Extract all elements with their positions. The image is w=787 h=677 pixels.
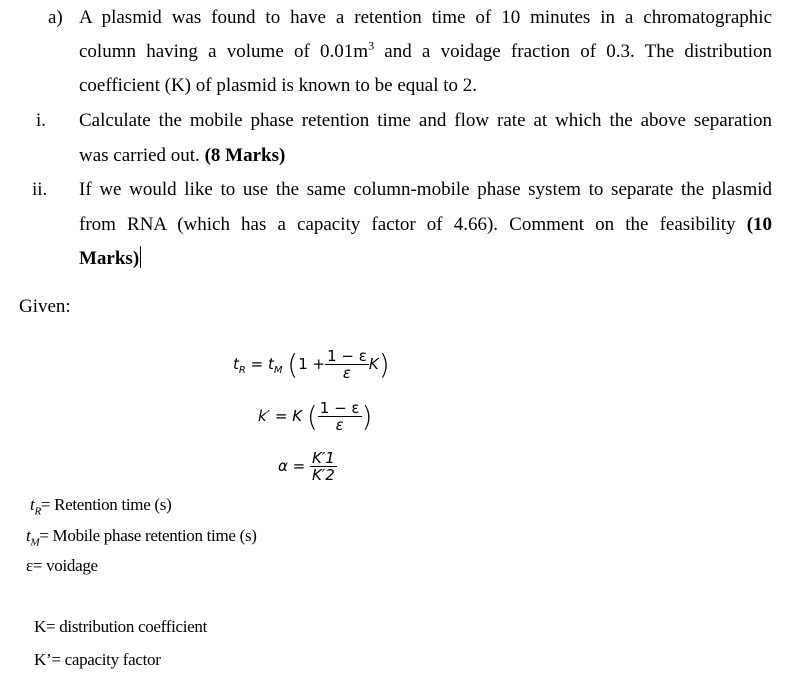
part-i-label: i.: [36, 110, 47, 131]
definition-mobile-phase-time: $t_M=$ Mobile phase retention time (s): [26, 526, 257, 549]
equation-capacity-factor: k′ = K ( $\frac{1 - \varepsilon}{\varepsilon}$ ): [258, 399, 373, 434]
definition-distribution-coefficient: K= distribution coefficient: [34, 617, 208, 636]
given-label: Given:: [19, 296, 71, 317]
question-label: a): [48, 7, 63, 28]
part-ii-line-1: If we would like to use the same column-mobile phase system to separate the plasmid: [79, 179, 772, 200]
part-i-line-1: Calculate the mobile phase retention time and flow rate at which the above separation: [79, 110, 772, 131]
part-ii-marks-a: (10: [746, 214, 773, 235]
question-line-3: coefficient (K) of plasmid is known to be equal to 2.: [79, 75, 478, 96]
part-ii-line-3[interactable]: [79, 242, 141, 276]
part-ii-line-2: from RNA (which has a capacity factor of 4.66). Comment on the feasibility (10: [79, 214, 773, 235]
definition-capacity-factor: K’= capacity factor: [34, 650, 161, 669]
equation-selectivity: α = $\frac{K'1}{K'2}$: [278, 449, 335, 484]
part-ii-label: ii.: [32, 179, 48, 200]
part-i-marks: (8 Marks): [204, 145, 286, 166]
definition-retention-time: $t_R=$ Retention time (s): [30, 495, 172, 518]
equation-retention-time: $t_R = t_M$ (1 + $\frac{1 - \varepsilon}{\varepsilon}$ K): [233, 347, 390, 382]
part-ii-marks-b: Marks): [79, 248, 140, 269]
definition-voidage: ε= voidage: [26, 556, 98, 575]
part-i-line-2: was carried out. (8 Marks): [79, 145, 286, 166]
text-cursor: [140, 246, 141, 268]
question-line-2: column having a volume of $0.01m^3$ and a voidage fraction of 0.3. The distribution: [79, 38, 773, 62]
question-line-1: A plasmid was found to have a retention time of 10 minutes in a chromatographic: [79, 7, 772, 28]
